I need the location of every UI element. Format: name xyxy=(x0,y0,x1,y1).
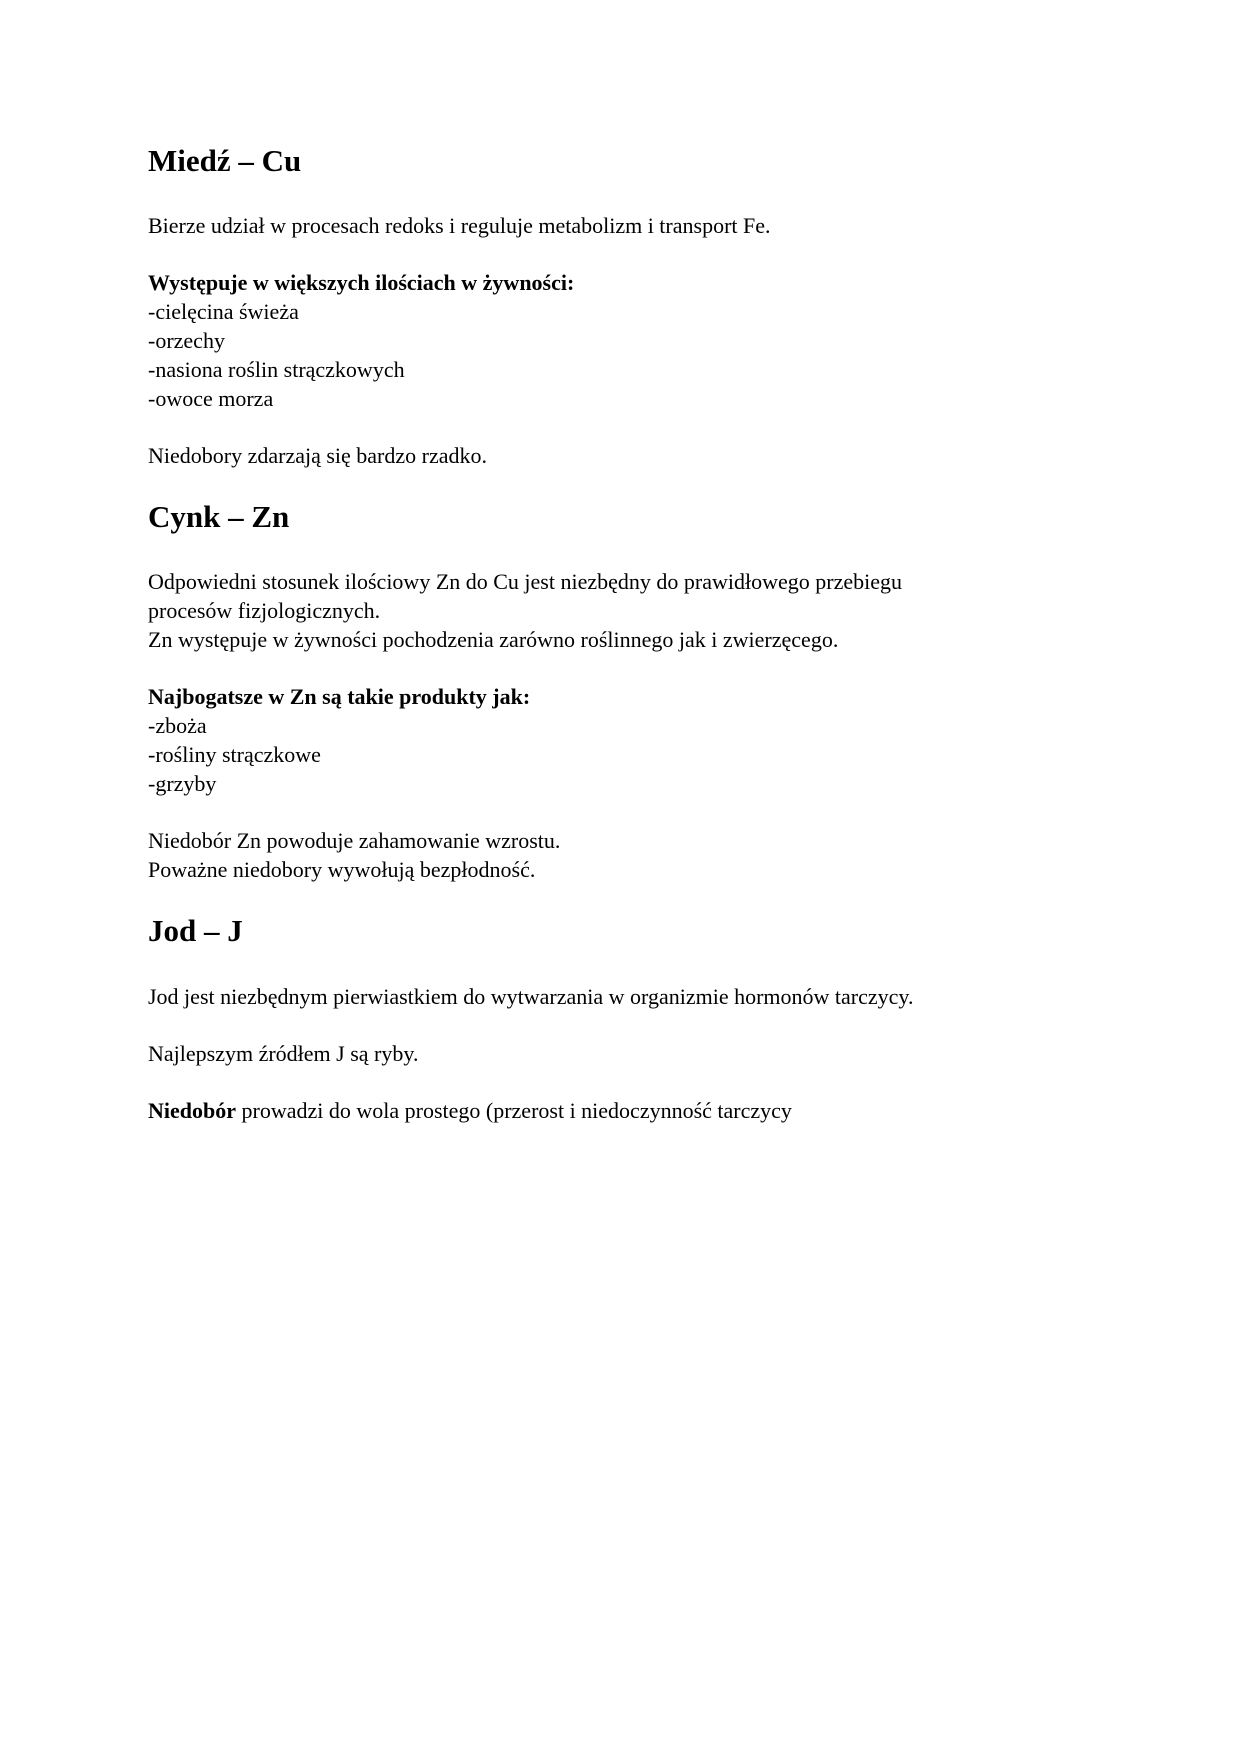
copper-food-list xyxy=(148,268,1088,413)
list-item: -zboża xyxy=(148,713,207,739)
document-content xyxy=(148,142,1088,1153)
copper-intro: Bierze udział w procesach redoks i reguluje metabolizm i transport Fe. xyxy=(148,213,771,239)
iodine-deficiency-label: Niedobór xyxy=(148,1097,236,1123)
copper-closing: Niedobory zdarzają się bardzo rzadko. xyxy=(148,443,488,469)
zinc-intro-line: procesów fizjologicznych. xyxy=(148,598,381,624)
zinc-closing-line: Niedobór Zn powoduje zahamowanie wzrostu. xyxy=(148,828,561,854)
heading-copper: Miedź – Cu xyxy=(148,143,302,178)
zinc-intro xyxy=(148,567,1088,654)
heading-zinc: Cynk – Zn xyxy=(148,499,290,535)
heading-iodine: Jod – J xyxy=(148,913,243,949)
section-zinc xyxy=(148,498,1088,884)
list-item: -grzyby xyxy=(148,771,217,797)
list-item: -nasiona roślin strączkowych xyxy=(148,357,405,383)
zinc-food-list xyxy=(148,682,1088,798)
iodine-para-1: Jod jest niezbędnym pierwiastkiem do wytwarzania w organizmie hormonów tarczycy. xyxy=(148,983,914,1009)
iodine-deficiency-text: prowadzi do wola prostego (przerost i niedoczynność tarczycy xyxy=(236,1097,792,1123)
zinc-closing-line: Poważne niedobory wywołują bezpłodność. xyxy=(148,857,536,883)
copper-list-label: Występuje w większych ilościach w żywności: xyxy=(148,270,575,296)
zinc-intro-line: Zn występuje w żywności pochodzenia zarówno roślinnego jak i zwierzęcego. xyxy=(148,627,839,653)
iodine-para-2: Najlepszym źródłem J są ryby. xyxy=(148,1040,419,1066)
zinc-closing xyxy=(148,826,1088,884)
zinc-list-label: Najbogatsze w Zn są takie produkty jak: xyxy=(148,684,531,710)
section-iodine xyxy=(148,912,1088,1124)
list-item: -rośliny strączkowe xyxy=(148,742,321,768)
list-item: -orzechy xyxy=(148,328,225,354)
zinc-intro-line: Odpowiedni stosunek ilościowy Zn do Cu jest niezbędny do prawidłowego przebiegu xyxy=(148,569,902,595)
list-item: -cielęcina świeża xyxy=(148,299,299,325)
section-copper xyxy=(148,142,1088,470)
iodine-para-3 xyxy=(148,1096,1088,1125)
list-item: -owoce morza xyxy=(148,386,274,412)
